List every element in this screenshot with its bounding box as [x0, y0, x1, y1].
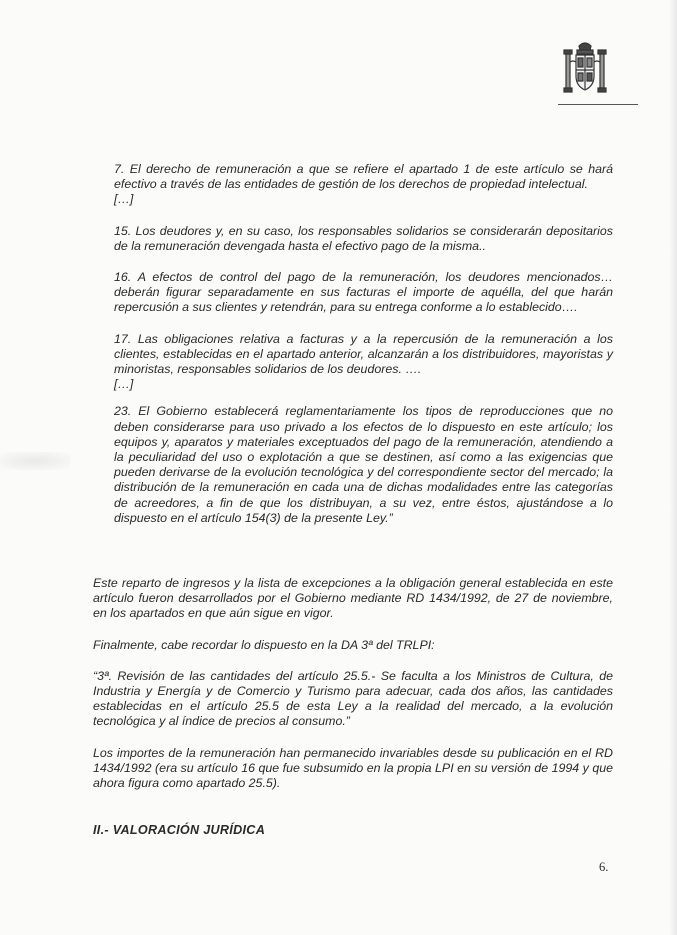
body-text	[93, 576, 613, 791]
coat-of-arms-icon	[562, 40, 608, 98]
omission-marker: […]	[114, 192, 134, 207]
paragraph-importes: Los importes de la remuneración han permanecido invariables desde su publicación en el RD 1434/1992 (era su artículo 16 que fue subsumido en la propia LPI en su versión de 1994 y que ahora figura como apartado 25.5).	[93, 745, 613, 791]
page-edge-shadow	[669, 0, 677, 935]
paragraph-15: 15. Los deudores y, en su caso, los responsables solidarios se considerarán depositarios de la remuneración devengada hasta el efectivo pago de la misma..	[114, 223, 613, 253]
paragraph-reparto: Este reparto de ingresos y la lista de excepciones a la obligación general establecida en este artículo fueron desarrollados por el Gobierno mediante RD 1434/1992, de 27 de noviembre, en los apartados en que aún sigue en vigor.	[93, 576, 613, 621]
quote-block	[114, 162, 613, 526]
paragraph-23: 23. El Gobierno establecerá reglamentariamente los tipos de reproducciones que no deben considerarse para uso privado a los efectos de lo dispuesto en este artículo; los equipos y, aparatos y materiales exceptuados del pago de la remuneración, atendiendo a la peculiaridad del uso o explotación a que se destinen, así como a las exigencias que pueden derivarse de la evolución tecnológica y del correspondiente sector del mercado; la distribución de la remuneración en cada una de dichas modalidades entre las categorías de acreedores, a fin de que los distribuyan, a su vez, entre éstos, ajustándose a lo dispuesto en el artículo 154(3) de la presente Ley.”	[114, 404, 613, 525]
page-number: 6.	[599, 860, 609, 874]
paragraph-16: 16. A efectos de control del pago de la remuneración, los deudores mencionados… deberán figurar separadamente en sus facturas el importe de aquélla, del que harán repercusión a sus clientes y retendrán, para su entrega conforme a lo establecido….	[114, 270, 613, 315]
header-rule	[558, 104, 638, 105]
paragraph-7: 7. El derecho de remuneración a que se refiere el apartado 1 de este artículo se hará efectivo a través de las entidades de gestión de los derechos de propiedad intelectual.	[114, 162, 613, 192]
paragraph-finalmente: Finalmente, cabe recordar lo dispuesto en la DA 3ª del TRLPI:	[93, 637, 435, 652]
section-heading: II.- VALORACIÓN JURÍDICA	[93, 823, 266, 837]
scan-smudge	[0, 452, 70, 470]
paragraph-17: 17. Las obligaciones relativa a facturas y a la repercusión de la remuneración a los clientes, establecidas en el apartado anterior, alcanzarán a los distribuidores, mayoristas y minoristas, responsables solidarios de los deudores. ….	[114, 331, 613, 377]
paragraph-da3-quote: “3ª. Revisión de las cantidades del artículo 25.5.- Se faculta a los Ministros de Cultura, de Industria y Energía y de Comercio y Turismo para adecuar, cada dos años, las cantidades establecidas en el artículo 25.5 de esta Ley a la realidad del mercado, a la evolución tecnológica y al índice de precios al consumo.”	[93, 668, 613, 729]
omission-marker: […]	[114, 377, 134, 392]
